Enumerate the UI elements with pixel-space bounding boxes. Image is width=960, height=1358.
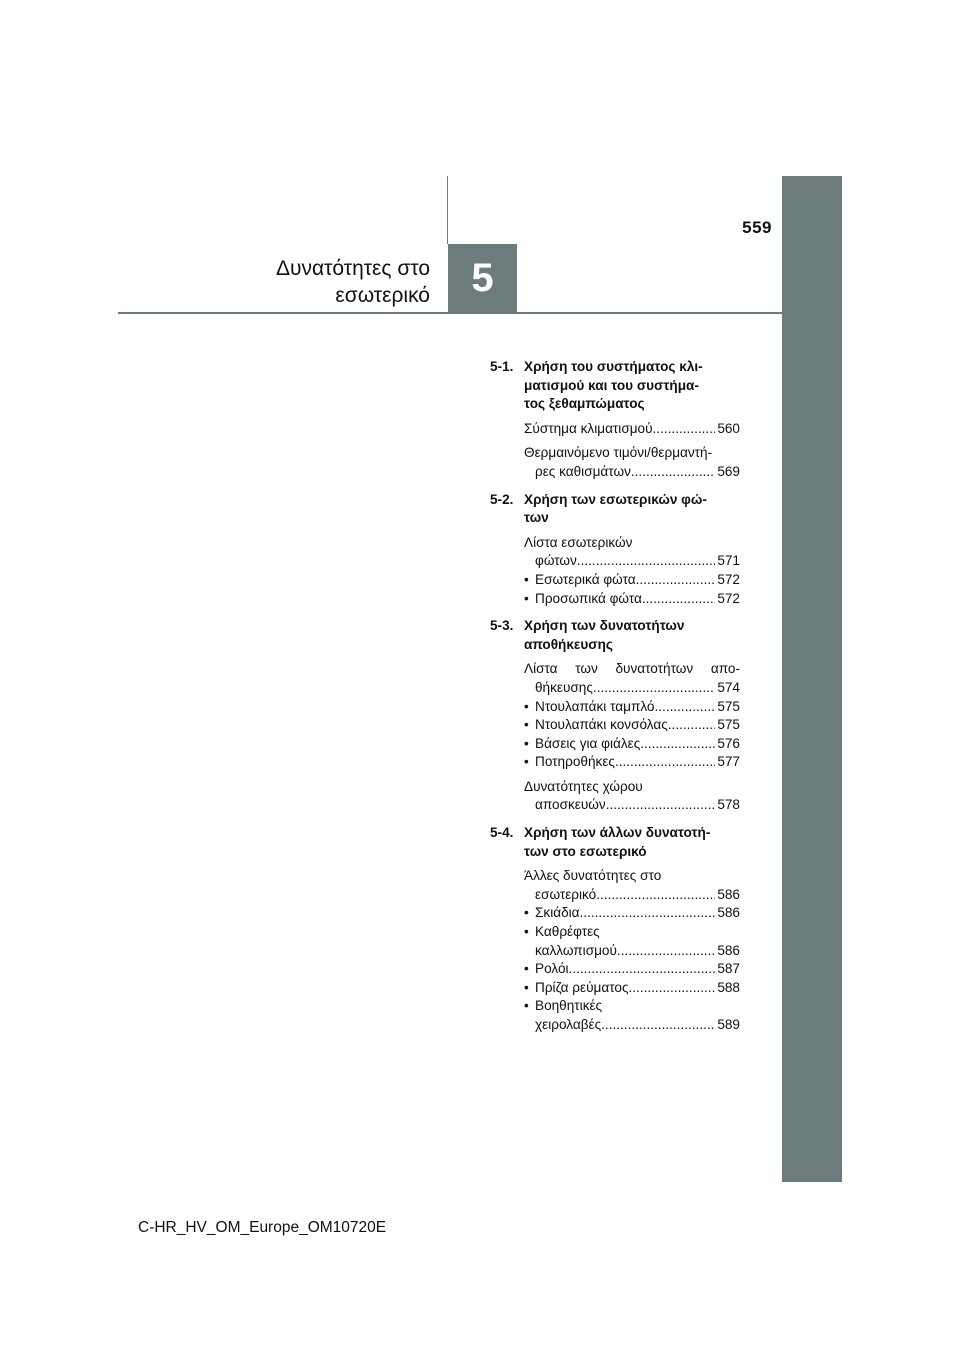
entry-text: Πρίζα ρεύματος — [535, 979, 629, 995]
chapter-title-line2: εσωτερικό — [335, 284, 430, 307]
toc-sub-entry[interactable] — [524, 979, 740, 998]
entry-text-cont: ρες καθισμάτων — [535, 463, 631, 479]
entry-text: Ντουλαπάκι κονσόλας — [535, 717, 668, 733]
bullet-icon: • — [524, 571, 529, 587]
toc-entry[interactable] — [524, 444, 740, 481]
document-code: C-HR_HV_OM_Europe_OM10720E — [138, 1219, 387, 1236]
toc-sub-entry[interactable] — [524, 923, 740, 960]
entry-text: Ποτηροθήκες — [535, 754, 615, 770]
toc-sub-entry[interactable] — [524, 590, 740, 609]
entry-text-cont: χειρολαβές — [535, 1017, 602, 1032]
entry-page: 589 — [717, 1017, 740, 1032]
toc-entry[interactable] — [524, 660, 740, 697]
entry-page: 586 — [717, 905, 740, 921]
entry-text: Σύστημα κλιματισμού — [524, 420, 653, 436]
bullet-icon: • — [524, 717, 529, 733]
section-number: 5-2. — [490, 491, 514, 507]
toc-sub-entry[interactable] — [524, 753, 740, 772]
page-number: 559 — [742, 218, 772, 237]
toc-section-5-2[interactable] — [490, 491, 740, 528]
entry-text: Λίστα εσωτερικών — [524, 534, 633, 550]
toc-entry[interactable] — [524, 420, 740, 439]
entry-page: 588 — [717, 979, 740, 995]
entry-text-cont: θήκευσης — [535, 679, 593, 695]
bullet-icon: • — [524, 924, 529, 940]
entry-text: Δυνατότητες χώρου — [524, 778, 643, 794]
bullet-icon: • — [524, 979, 529, 995]
bullet-icon: • — [524, 735, 529, 751]
bullet-icon: • — [524, 590, 529, 606]
chapter-title-line1: Δυνατότητες στο — [275, 257, 430, 280]
entry-page: 572 — [717, 571, 740, 587]
entry-text: Λίστα των δυνατοτήτων απο- — [524, 661, 740, 677]
section-title: Χρήση των άλλων δυνατοτή- των στο εσωτερικό — [524, 825, 711, 859]
section-number: 5-4. — [490, 825, 514, 841]
entry-text: Προσωπικά φώτα — [535, 590, 642, 606]
entry-text: Ντουλαπάκι ταμπλό — [535, 698, 655, 714]
entry-text-cont: φώτων — [535, 553, 577, 569]
entry-page: 575 — [717, 698, 740, 714]
toc-sub-entry[interactable] — [524, 960, 740, 979]
toc-sub-entry[interactable] — [524, 997, 740, 1034]
toc-entry[interactable] — [524, 778, 740, 815]
chapter-side-tab — [782, 176, 842, 1182]
entry-page: 578 — [717, 797, 740, 813]
entry-page: 569 — [717, 463, 740, 479]
bullet-icon: • — [524, 754, 529, 770]
entry-text: Εσωτερικά φώτα — [535, 571, 636, 587]
toc-entry[interactable] — [524, 867, 740, 904]
entry-text-cont: εσωτερικό — [535, 886, 597, 902]
entry-text: Σκιάδια — [535, 905, 580, 921]
section-title: Χρήση των δυνατοτήτων αποθήκευσης — [524, 618, 685, 652]
entry-text: Καθρέφτες — [535, 924, 600, 940]
toc-section-5-3[interactable] — [490, 617, 740, 654]
toc-sub-entry[interactable] — [524, 571, 740, 590]
toc-sub-entry[interactable] — [524, 698, 740, 717]
entry-page: 571 — [717, 553, 740, 569]
section-number: 5-3. — [490, 618, 514, 634]
chapter-number: 5 — [471, 256, 494, 300]
bullet-icon: • — [524, 698, 529, 714]
section-title: Χρήση του συστήματος κλι- ματισμού και του συστήμα- τος ξεθαμπώματος — [524, 359, 703, 412]
entry-page: 586 — [717, 886, 740, 902]
bullet-icon: • — [524, 961, 529, 977]
table-of-contents — [490, 358, 740, 1035]
bullet-icon: • — [524, 905, 529, 921]
chapter-number-box — [448, 244, 517, 313]
toc-entry[interactable] — [524, 534, 740, 571]
header-rule — [118, 312, 782, 314]
entry-text-cont: αποσκευών — [535, 797, 606, 813]
header-divider — [447, 176, 448, 244]
section-title: Χρήση των εσωτερικών φώ- των — [524, 491, 707, 526]
entry-text: Άλλες δυνατότητες στο — [524, 868, 662, 884]
entry-text: Θερμαινόμενο τιμόνι/θερμαντή- — [524, 445, 713, 461]
entry-page: 587 — [717, 961, 740, 977]
entry-text: Ρολόι — [535, 961, 569, 977]
entry-page: 572 — [717, 590, 740, 606]
toc-sub-entry[interactable] — [524, 904, 740, 923]
entry-page: 574 — [717, 679, 740, 695]
bullet-icon: • — [524, 998, 529, 1014]
toc-sub-entry[interactable] — [524, 735, 740, 754]
entry-page: 575 — [717, 717, 740, 733]
entry-text-cont: καλλωπισμού — [535, 942, 617, 958]
toc-section-5-1[interactable] — [490, 358, 740, 414]
entry-page: 586 — [717, 942, 740, 958]
entry-text: Βάσεις για φιάλες — [535, 735, 641, 751]
entry-text: Βοηθητικές — [535, 998, 603, 1014]
chapter-title — [276, 255, 430, 309]
toc-sub-entry[interactable] — [524, 716, 740, 735]
entry-page: 560 — [717, 420, 740, 436]
entry-page: 576 — [717, 735, 740, 751]
toc-section-5-4[interactable] — [490, 824, 740, 861]
section-number: 5-1. — [490, 359, 514, 374]
entry-page: 577 — [717, 754, 740, 770]
